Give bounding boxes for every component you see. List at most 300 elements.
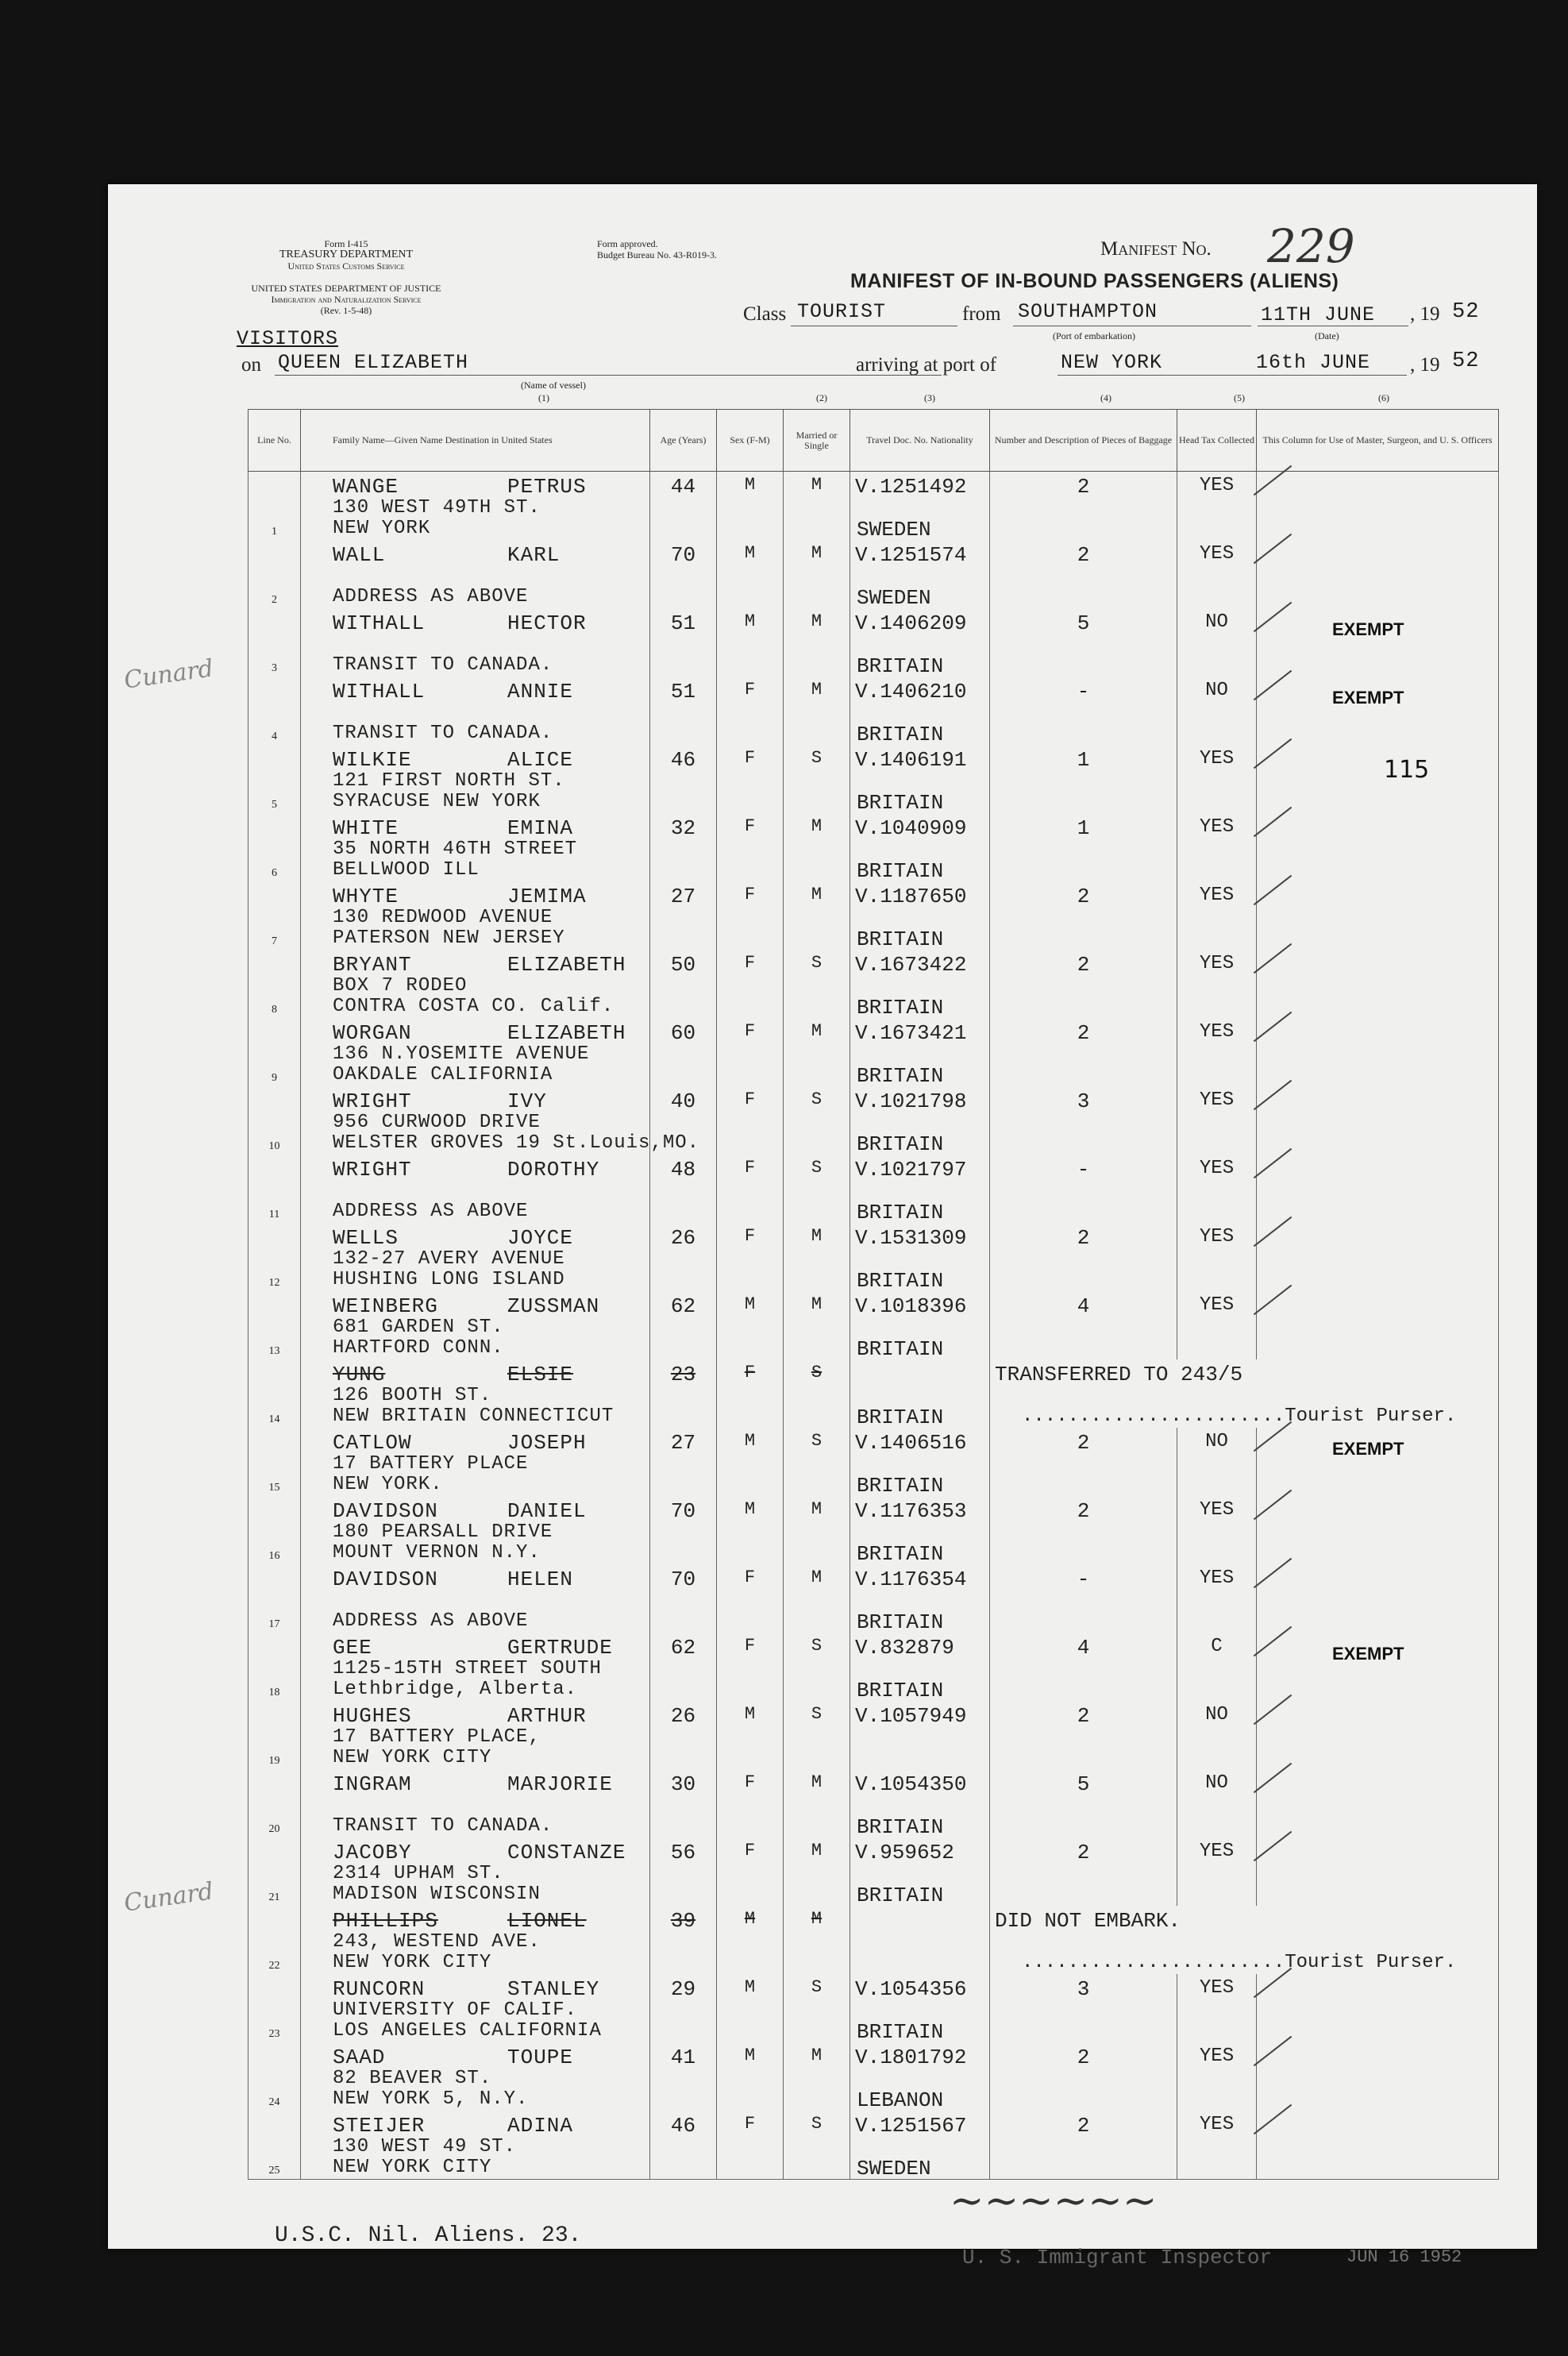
doc-cell xyxy=(850,1974,990,2042)
sex: F xyxy=(744,1841,756,1861)
married-single: M xyxy=(811,1021,823,1041)
travel-doc: V.1176353 xyxy=(855,1499,967,1523)
officer-note: EXEMPT xyxy=(1332,1439,1404,1459)
table-row xyxy=(248,950,1499,1018)
tax-cell xyxy=(1177,950,1257,1018)
age-cell xyxy=(650,1496,717,1564)
line-number: 19 xyxy=(268,1755,280,1767)
arriving-label: arriving at port of xyxy=(856,354,997,376)
line-number-cell xyxy=(248,1564,301,1633)
line-number-cell xyxy=(248,1155,301,1223)
officer-cell xyxy=(1257,950,1499,1018)
baggage-count: 5 xyxy=(1077,1772,1090,1796)
married-cell xyxy=(784,2111,850,2180)
col-number: (6) xyxy=(1378,392,1389,403)
doc-cell xyxy=(850,950,990,1018)
married-single: M xyxy=(811,885,823,904)
line-number: 6 xyxy=(272,867,277,879)
destination-line-1: 956 CURWOOD DRIVE xyxy=(333,1112,541,1133)
doc-cell xyxy=(850,2111,990,2180)
line-number-cell xyxy=(248,1633,301,1701)
head-tax: YES xyxy=(1199,543,1235,565)
officer-note: EXEMPT xyxy=(1332,688,1404,708)
married-cell xyxy=(784,1496,850,1564)
given-name: DANIEL xyxy=(507,1499,587,1523)
sex: M xyxy=(744,1704,756,1724)
line-number: 5 xyxy=(272,799,277,811)
tax-cell xyxy=(1177,2042,1257,2111)
line-number: 17 xyxy=(268,1618,280,1630)
destination-line-1: UNIVERSITY OF CALIF. xyxy=(333,1999,578,2021)
officer-cell xyxy=(1257,1837,1499,1906)
table-row xyxy=(248,1428,1499,1496)
age: 30 xyxy=(670,1772,696,1796)
age: 51 xyxy=(670,611,696,635)
family-name: HUGHES xyxy=(333,1704,412,1728)
age-cell xyxy=(650,2111,717,2180)
table-row xyxy=(248,745,1499,813)
travel-doc: V.1251574 xyxy=(855,543,967,567)
officer-cell xyxy=(1257,2111,1499,2180)
married-cell xyxy=(784,950,850,1018)
table-row xyxy=(248,540,1499,608)
sex: F xyxy=(744,1567,756,1587)
doc-cell xyxy=(850,677,990,745)
table-row xyxy=(248,1359,1499,1428)
baggage-cell xyxy=(990,2111,1177,2180)
table-row xyxy=(248,1496,1499,1564)
line-number: 2 xyxy=(272,594,277,606)
age: 50 xyxy=(670,953,696,977)
family-name: WILKIE xyxy=(333,748,412,772)
line-number: 24 xyxy=(268,2096,280,2108)
travel-doc: V.1673422 xyxy=(855,953,967,977)
nationality: BRITAIN xyxy=(857,927,944,951)
destination-line-2: WELSTER GROVES 19 St.Louis,MO. xyxy=(333,1132,700,1154)
doc-cell xyxy=(850,1223,990,1291)
status-note: DID NOT EMBARK. xyxy=(995,1909,1181,1933)
family-name: PHILLIPS xyxy=(333,1909,438,1933)
travel-doc: V.1021797 xyxy=(855,1158,967,1182)
travel-doc: V.959652 xyxy=(855,1841,954,1864)
married-single: M xyxy=(811,1841,823,1861)
sex-cell xyxy=(717,1086,784,1155)
baggage-count: 2 xyxy=(1077,1704,1090,1728)
tax-cell xyxy=(1177,1837,1257,1906)
officer-cell xyxy=(1257,2042,1499,2111)
inspector-signature: ∼∼∼∼∼∼ xyxy=(950,2177,1158,2225)
married-cell xyxy=(784,472,850,541)
name-cell xyxy=(301,1769,650,1837)
married-cell xyxy=(784,1291,850,1359)
officer-cell xyxy=(1257,1086,1499,1155)
baggage-count: 1 xyxy=(1077,816,1090,840)
age: 32 xyxy=(670,816,696,840)
married-single: M xyxy=(811,543,823,563)
name-cell xyxy=(301,2042,650,2111)
name-cell xyxy=(301,745,650,813)
sex: F xyxy=(744,1158,756,1178)
given-name: IVY xyxy=(507,1089,547,1113)
age: 62 xyxy=(670,1294,696,1318)
head-tax: YES xyxy=(1199,1294,1235,1316)
tax-cell xyxy=(1177,1155,1257,1223)
sex: F xyxy=(744,1772,756,1792)
baggage-cell xyxy=(990,472,1177,541)
vessel-caption: (Name of vessel) xyxy=(521,380,586,391)
head-tax: YES xyxy=(1199,1567,1235,1589)
tax-cell xyxy=(1177,813,1257,881)
col-age-header: Age (Years) xyxy=(650,410,717,472)
travel-doc: V.1406209 xyxy=(855,611,967,635)
budget-bureau: Budget Bureau No. 43-R019-3. xyxy=(597,249,717,260)
married-single: M xyxy=(811,2046,823,2065)
age-cell xyxy=(650,1769,717,1837)
married-cell xyxy=(784,1633,850,1701)
destination-line-1: 17 BATTERY PLACE, xyxy=(333,1726,541,1748)
line-number-cell xyxy=(248,1769,301,1837)
col-officers-header: This Column for Use of Master, Surgeon, and U. S. Officers xyxy=(1257,410,1499,472)
name-cell xyxy=(301,608,650,677)
nationality: BRITAIN xyxy=(857,996,944,1020)
sex-cell xyxy=(717,2042,784,2111)
age: 26 xyxy=(670,1226,696,1250)
given-name: ZUSSMAN xyxy=(507,1294,600,1318)
table-row xyxy=(248,1837,1499,1906)
destination-line-1: 130 WEST 49TH ST. xyxy=(333,497,541,519)
class-value: TOURIST xyxy=(797,300,887,323)
sex: F xyxy=(744,1636,756,1656)
age: 70 xyxy=(670,543,696,567)
age-cell xyxy=(650,745,717,813)
name-cell xyxy=(301,1155,650,1223)
tax-cell xyxy=(1177,1564,1257,1633)
travel-doc: V.1251567 xyxy=(855,2114,967,2138)
table-row xyxy=(248,813,1499,881)
inspection-stamp: JUN 16 1952 xyxy=(1346,2247,1462,2267)
baggage-cell xyxy=(990,813,1177,881)
col-number: (1) xyxy=(538,392,549,403)
age: 27 xyxy=(670,885,696,908)
table-row xyxy=(248,472,1499,541)
travel-doc: V.1040909 xyxy=(855,816,967,840)
sex-cell xyxy=(717,1155,784,1223)
doc-cell xyxy=(850,1359,990,1428)
married-single: M xyxy=(811,816,823,836)
given-name: JEMIMA xyxy=(507,885,587,908)
name-cell xyxy=(301,1633,650,1701)
given-name: HECTOR xyxy=(507,611,587,635)
married-cell xyxy=(784,1155,850,1223)
destination-line-2: SYRACUSE NEW YORK xyxy=(333,791,541,812)
baggage-count: 4 xyxy=(1077,1294,1090,1318)
baggage-cell xyxy=(990,1086,1177,1155)
doc-cell xyxy=(850,1155,990,1223)
tax-cell xyxy=(1177,1769,1257,1837)
age: 46 xyxy=(670,2114,696,2138)
baggage-cell xyxy=(990,608,1177,677)
family-name: WALL xyxy=(333,543,386,567)
departure-year: 52 xyxy=(1452,300,1480,324)
destination-line-2: NEW YORK. xyxy=(333,1474,443,1495)
table-row xyxy=(248,1086,1499,1155)
destination-line-2: ADDRESS AS ABOVE xyxy=(333,1201,529,1222)
destination-line-2: NEW YORK CITY xyxy=(333,1952,492,1973)
destination-line-1: 681 GARDEN ST. xyxy=(333,1317,504,1338)
given-name: ELIZABETH xyxy=(507,953,626,977)
manifest-number-label: Manifest No. xyxy=(1100,238,1212,260)
table-row xyxy=(248,1701,1499,1769)
destination-line-1: 126 BOOTH ST. xyxy=(333,1385,492,1406)
married-cell xyxy=(784,1086,850,1155)
nationality: BRITAIN xyxy=(857,1815,944,1839)
year-prefix: , 19 xyxy=(1410,303,1440,325)
family-name: DAVIDSON xyxy=(333,1499,438,1523)
given-name: ADINA xyxy=(507,2114,574,2138)
married-single: S xyxy=(811,1431,823,1451)
married-single: M xyxy=(811,611,823,631)
line-number: 23 xyxy=(268,2028,280,2040)
travel-doc: V.1406516 xyxy=(855,1431,967,1455)
table-row xyxy=(248,2111,1499,2180)
manifest-number: 229 xyxy=(1267,219,1355,273)
col-married-header: Married or Single xyxy=(784,410,850,472)
nationality: BRITAIN xyxy=(857,1406,944,1429)
form-number: Form I-415 xyxy=(324,238,368,249)
baggage-cell xyxy=(990,1837,1177,1906)
nationality: BRITAIN xyxy=(857,859,944,883)
age: 60 xyxy=(670,1021,696,1045)
form-revision: (Rev. 1-5-48) xyxy=(320,305,372,316)
doc-cell xyxy=(850,813,990,881)
tax-cell xyxy=(1177,1633,1257,1701)
doc-cell xyxy=(850,2042,990,2111)
table-row xyxy=(248,1974,1499,2042)
status-note-cell xyxy=(990,1906,1499,1974)
officer-cell xyxy=(1257,608,1499,677)
officer-cell xyxy=(1257,540,1499,608)
baggage-count: 2 xyxy=(1077,2114,1090,2138)
family-name: WHITE xyxy=(333,816,399,840)
officer-cell xyxy=(1257,1291,1499,1359)
married-single: S xyxy=(811,1089,823,1109)
form-info xyxy=(227,238,465,272)
baggage-count: 2 xyxy=(1077,543,1090,567)
sex: M xyxy=(744,2046,756,2065)
head-tax: YES xyxy=(1199,2046,1235,2067)
line-number: 22 xyxy=(268,1960,280,1972)
married-single: M xyxy=(811,1499,823,1519)
sex-cell xyxy=(717,1223,784,1291)
doc-cell xyxy=(850,1906,990,1974)
age-cell xyxy=(650,540,717,608)
baggage-count: - xyxy=(1077,680,1090,704)
col-number: (2) xyxy=(816,392,827,403)
age-cell xyxy=(650,472,717,541)
baggage-cell xyxy=(990,1223,1177,1291)
married-cell xyxy=(784,1769,850,1837)
baggage-cell xyxy=(990,2042,1177,2111)
head-tax: YES xyxy=(1199,885,1235,906)
destination-line-1: 136 N.YOSEMITE AVENUE xyxy=(333,1043,590,1065)
nationality: BRITAIN xyxy=(857,1337,944,1361)
baggage-cell xyxy=(990,950,1177,1018)
sex: F xyxy=(744,2114,756,2134)
destination-line-1: 132-27 AVERY AVENUE xyxy=(333,1248,565,1270)
officer-cell xyxy=(1257,1769,1499,1837)
family-name: WRIGHT xyxy=(333,1089,412,1113)
married-cell xyxy=(784,1837,850,1906)
sex-cell xyxy=(717,745,784,813)
doc-cell xyxy=(850,1291,990,1359)
name-cell xyxy=(301,677,650,745)
line-number-cell xyxy=(248,1701,301,1769)
married-cell xyxy=(784,608,850,677)
age: 39 xyxy=(670,1909,696,1933)
family-name: SAAD xyxy=(333,2046,386,2069)
given-name: DOROTHY xyxy=(507,1158,600,1182)
doc-cell xyxy=(850,1769,990,1837)
line-number-cell xyxy=(248,677,301,745)
doc-cell xyxy=(850,472,990,541)
given-name: TOUPE xyxy=(507,2046,574,2069)
line-number-cell xyxy=(248,1018,301,1086)
table-row xyxy=(248,1769,1499,1837)
married-cell xyxy=(784,1223,850,1291)
age-cell xyxy=(650,1974,717,2042)
nationality: BRITAIN xyxy=(857,1679,944,1702)
head-tax: YES xyxy=(1199,1089,1235,1111)
officer-cell xyxy=(1257,1496,1499,1564)
tax-cell xyxy=(1177,1223,1257,1291)
tax-cell xyxy=(1177,677,1257,745)
given-name: LIONEL xyxy=(507,1909,587,1933)
nationality: BRITAIN xyxy=(857,654,944,678)
form-approved: Form approved. xyxy=(597,238,658,249)
line-number-cell xyxy=(248,745,301,813)
sex-cell xyxy=(717,1633,784,1701)
sex: F xyxy=(744,816,756,836)
table-header-row xyxy=(248,410,1499,472)
doc-cell xyxy=(850,1018,990,1086)
married-single: S xyxy=(811,1363,823,1382)
destination-line-1: BOX 7 RODEO xyxy=(333,975,468,997)
sex-cell xyxy=(717,2111,784,2180)
age: 51 xyxy=(670,680,696,704)
officer-cell xyxy=(1257,1155,1499,1223)
sex: M xyxy=(744,611,756,631)
customs-service: United States Customs Service xyxy=(287,260,405,272)
destination-line-2: HUSHING LONG ISLAND xyxy=(333,1269,565,1290)
baggage-cell xyxy=(990,1291,1177,1359)
given-name: ELIZABETH xyxy=(507,1021,626,1045)
embark-caption: (Port of embarkation) xyxy=(1053,330,1135,341)
tax-cell xyxy=(1177,745,1257,813)
destination-line-1: 121 FIRST NORTH ST. xyxy=(333,770,565,792)
travel-doc: V.1801792 xyxy=(855,2046,967,2069)
family-name: BRYANT xyxy=(333,953,412,977)
table-row xyxy=(248,608,1499,677)
purser-note: .......................Tourist Purser. xyxy=(1022,1406,1457,1427)
baggage-count: 2 xyxy=(1077,1226,1090,1250)
sex-cell xyxy=(717,1769,784,1837)
col-sex-header: Sex (F-M) xyxy=(717,410,784,472)
age-cell xyxy=(650,1837,717,1906)
line-number: 18 xyxy=(268,1687,280,1699)
name-cell xyxy=(301,1359,650,1428)
name-cell xyxy=(301,1564,650,1633)
name-cell xyxy=(301,881,650,950)
age-cell xyxy=(650,1018,717,1086)
col-baggage-header: Number and Description of Pieces of Baggage xyxy=(990,410,1177,472)
officer-cell xyxy=(1257,745,1499,813)
baggage-cell xyxy=(990,677,1177,745)
age-cell xyxy=(650,1359,717,1428)
name-cell xyxy=(301,1837,650,1906)
destination-line-1: 17 BATTERY PLACE xyxy=(333,1453,529,1475)
sex: F xyxy=(744,680,756,700)
name-cell xyxy=(301,1291,650,1359)
nationality: BRITAIN xyxy=(857,1201,944,1224)
destination-line-2: OAKDALE CALIFORNIA xyxy=(333,1064,553,1085)
sex: M xyxy=(744,1499,756,1519)
line-number: 21 xyxy=(268,1891,280,1903)
line-number-cell xyxy=(248,1496,301,1564)
tax-cell xyxy=(1177,1291,1257,1359)
married-cell xyxy=(784,881,850,950)
name-cell xyxy=(301,1428,650,1496)
line-number-cell xyxy=(248,472,301,541)
manifest-title: MANIFEST OF IN-BOUND PASSENGERS (ALIENS) xyxy=(850,270,1339,292)
line-number: 8 xyxy=(272,1004,277,1016)
treasury-dept: TREASURY DEPARTMENT xyxy=(279,249,414,260)
age: 62 xyxy=(670,1636,696,1660)
married-single: S xyxy=(811,953,823,973)
given-name: GERTRUDE xyxy=(507,1636,613,1660)
doc-cell xyxy=(850,1837,990,1906)
line-number: 20 xyxy=(268,1823,280,1835)
table-row xyxy=(248,1564,1499,1633)
underline xyxy=(1058,375,1407,376)
tax-cell xyxy=(1177,1496,1257,1564)
family-name: WITHALL xyxy=(333,611,426,635)
destination-line-1: 35 NORTH 46TH STREET xyxy=(333,839,578,860)
destination-line-1: 2314 UPHAM ST. xyxy=(333,1863,504,1884)
doc-cell xyxy=(850,1496,990,1564)
tax-cell xyxy=(1177,1428,1257,1496)
age-cell xyxy=(650,1633,717,1701)
officer-cell xyxy=(1257,1564,1499,1633)
visitors-label: VISITORS xyxy=(237,327,339,350)
travel-doc: V.832879 xyxy=(855,1636,954,1660)
departure-date: 11TH JUNE xyxy=(1261,303,1376,326)
name-cell xyxy=(301,950,650,1018)
baggage-cell xyxy=(990,881,1177,950)
name-cell xyxy=(301,1223,650,1291)
line-number: 10 xyxy=(268,1140,280,1152)
passenger-table xyxy=(248,409,1499,2180)
head-tax: YES xyxy=(1199,748,1235,769)
destination-line-2: ADDRESS AS ABOVE xyxy=(333,1610,529,1632)
name-cell xyxy=(301,1701,650,1769)
table-row xyxy=(248,677,1499,745)
family-name: WELLS xyxy=(333,1226,399,1250)
destination-line-1: 130 REDWOOD AVENUE xyxy=(333,907,553,928)
vessel-name: QUEEN ELIZABETH xyxy=(278,351,469,374)
age-cell xyxy=(650,1906,717,1974)
line-number-cell xyxy=(248,1837,301,1906)
married-single: M xyxy=(811,475,823,495)
